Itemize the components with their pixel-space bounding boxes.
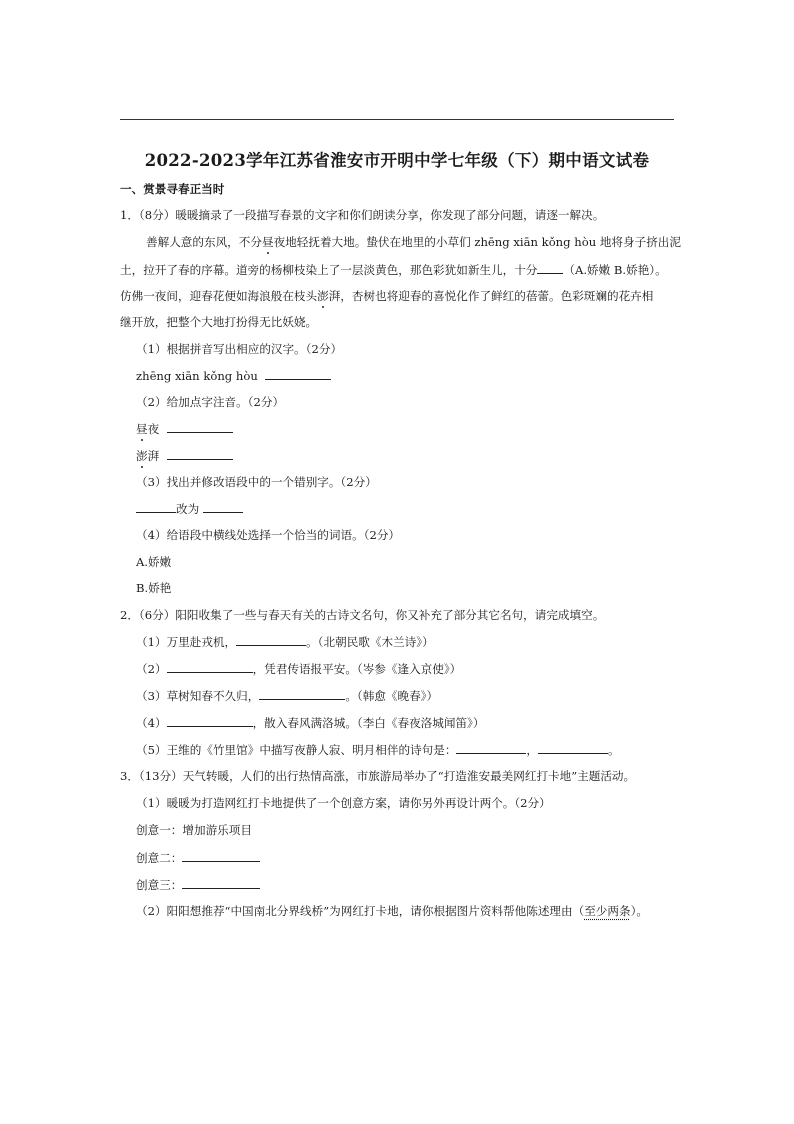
- exam-title: 2022-2023学年江苏省淮安市开明中学七年级（下）期中语文试卷: [144, 151, 650, 170]
- answer-blank[interactable]: [259, 687, 345, 700]
- answer-blank[interactable]: [136, 500, 176, 513]
- answer-blank[interactable]: [537, 261, 563, 274]
- q1-sub3-answer: 改为: [136, 500, 243, 517]
- dotted-char: 昼: [261, 235, 274, 249]
- answer-blank[interactable]: [167, 660, 253, 673]
- q2-line-5: （5）王维的《竹里馆》中描写夜静人寂、明月相伴的诗句是： ， 。: [136, 743, 620, 757]
- header-rule: [120, 119, 674, 120]
- q1-passage-line-1: 善解人意的东风，不分昼夜地轻抚着大地。蛰伏在地里的小草们 zhēng xiān kǒng hòu 地将身子挤出泥: [146, 235, 681, 249]
- q1-passage-line-4: 继开放，把整个大地打扮得无比妖娆。: [120, 315, 318, 329]
- q1-option-a: A.娇嫩: [136, 555, 172, 569]
- dotted-char: 昼: [136, 422, 148, 436]
- q2-line-2: （2） ，凭君传语报平安。（岑参《逢入京使》）: [136, 662, 462, 676]
- q3-stem: 3．（13分）天气转暖，人们的出行热情高涨，市旅游局举办了“打造淮安最美网红打卡地”主题活动。: [120, 769, 636, 783]
- answer-blank[interactable]: [265, 367, 331, 380]
- section-heading: 一、赏景寻春正当时: [120, 182, 225, 196]
- q3-idea-1: 创意一：增加游乐项目: [136, 823, 252, 837]
- q3-sub2: （2）阳阳想推荐“中国南北分界线桥”为网红打卡地，请你根据图片资料帮他陈述理由（至少两条）。: [136, 904, 648, 918]
- q1-sub2: （2）给加点字注音。（2分）: [136, 395, 285, 409]
- q3-idea-3: 创意三：: [136, 876, 260, 893]
- answer-blank[interactable]: [167, 714, 253, 727]
- q2-stem: 2．（6分）阳阳收集了一些与春天有关的古诗文名句，你又补充了部分其它名句，请完成填空。: [120, 608, 605, 622]
- dotted-char: 澎: [317, 289, 329, 303]
- answer-blank[interactable]: [167, 420, 233, 433]
- q1-passage-line-3: 仿佛一夜间，迎春花便如海浪般在枝头澎湃，杏树也将迎春的喜悦化作了鲜红的蓓蕾。色彩斑斓的花卉相: [120, 289, 654, 303]
- answer-blank[interactable]: [203, 500, 243, 513]
- answer-blank[interactable]: [236, 633, 306, 646]
- q1-sub1-answer: zhēng xiān kǒng hòu: [136, 367, 331, 384]
- answer-blank[interactable]: [182, 849, 260, 862]
- dotted-char: 澎: [136, 449, 148, 463]
- q1-option-b: B.娇艳: [136, 581, 172, 595]
- answer-blank[interactable]: [456, 741, 526, 754]
- q1-stem: 1．（8分）暖暖摘录了一段描写春景的文字和你们朗读分享，你发现了部分问题，请逐一解决。: [120, 208, 605, 222]
- q1-sub4: （4）给语段中横线处选择一个恰当的词语。（2分）: [136, 528, 401, 542]
- q1-passage-line-2: 土，拉开了春的序幕。道旁的杨柳枝染上了一层淡黄色，那色彩犹如新生儿，十分 （A.娇嫩 B.娇艳）。: [120, 263, 667, 277]
- q3-sub1: （1）暖暖为打造网红打卡地提供了一个创意方案，请你另外再设计两个。（2分）: [136, 796, 551, 810]
- q1-sub3: （3）找出并修改语段中的一个错别字。（2分）: [136, 475, 377, 489]
- q3-idea-2: 创意二：: [136, 849, 260, 866]
- answer-blank[interactable]: [182, 876, 260, 889]
- q2-line-1: （1）万里赴戎机， 。（北朝民歌《木兰诗》）: [136, 635, 434, 649]
- q1-sub2-word1: 昼夜: [136, 420, 233, 437]
- q2-line-3: （3）草树知春不久归， 。（韩愈《晚春》）: [136, 689, 439, 703]
- answer-blank[interactable]: [538, 741, 608, 754]
- q2-line-4: （4） ，散入春风满洛城。（李白《春夜洛城闻笛》）: [136, 716, 485, 730]
- q1-sub2-word2: 澎湃: [136, 447, 233, 464]
- q1-sub1: （1）根据拼音写出相应的汉字。（2分）: [136, 342, 343, 356]
- answer-blank[interactable]: [167, 447, 233, 460]
- emphasis-dotted-text: 至少两条: [584, 904, 631, 918]
